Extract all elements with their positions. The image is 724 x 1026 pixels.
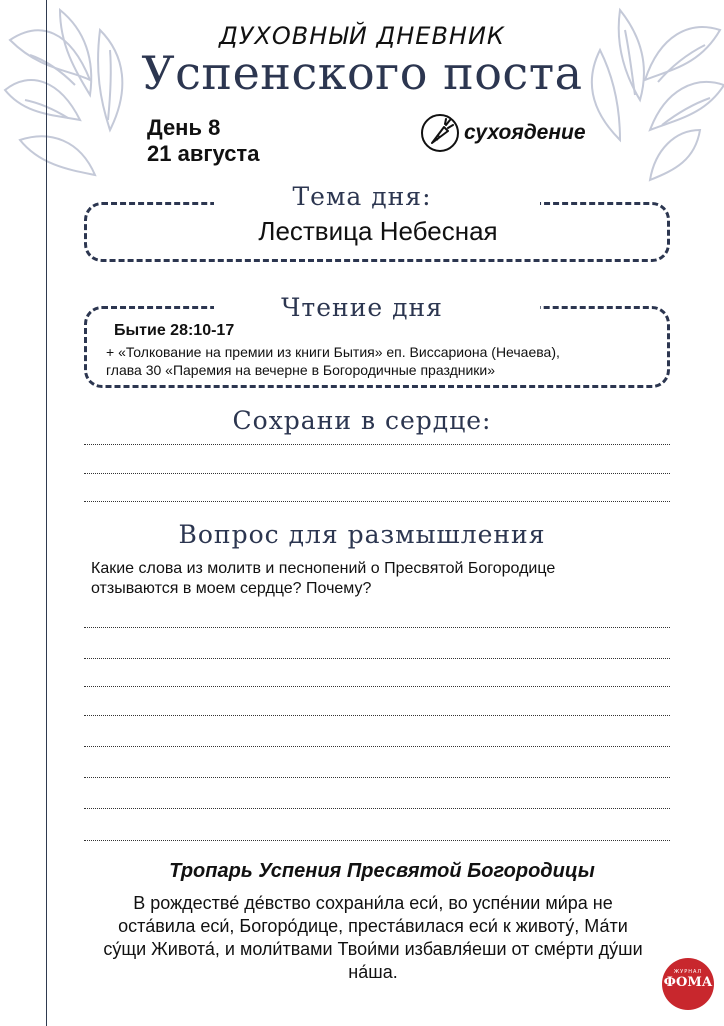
writing-line: [84, 444, 670, 445]
day-label: День 8: [147, 115, 221, 140]
day-info: [147, 115, 259, 167]
troparion-line-2: оста́вила еси́, Богоро́дице, преста́вилася еси́ к животу́, Ма́ти: [118, 916, 628, 936]
reading-text: [106, 343, 666, 379]
carrot-icon: [420, 113, 460, 153]
troparion-line-1: В рождестве́ де́вство сохрани́ла еси́, во успе́нии ми́ра не: [133, 893, 613, 913]
reading-line-1: + «Толкование на премии из книги Бытия» еп. Виссариона (Нечаева),: [106, 344, 560, 360]
journal-kicker: ДУХОВНЫЙ ДНЕВНИК: [219, 22, 505, 50]
writing-line: [84, 777, 670, 778]
writing-line: [84, 501, 670, 502]
theme-text: Лествица Небесная: [258, 216, 498, 246]
writing-line: [84, 840, 670, 841]
troparion-text: [78, 892, 668, 984]
reflection-question: [91, 559, 691, 599]
diet-label: сухоядение: [464, 121, 586, 144]
reading-reference: Бытие 28:10-17: [114, 322, 235, 339]
troparion-line-4: на́ша.: [348, 962, 398, 982]
reflection-heading: Вопрос для размышления: [178, 520, 546, 549]
reading-line-2: глава 30 «Паремия на вечерне в Богородичные праздники»: [106, 362, 496, 378]
writing-line: [84, 627, 670, 628]
writing-line: [84, 686, 670, 687]
question-line-2: отзываются в моем сердце? Почему?: [91, 580, 372, 597]
logo-big-text: ФОМА: [663, 975, 713, 990]
writing-line: [84, 746, 670, 747]
writing-line: [84, 808, 670, 809]
troparion-line-3: су́щи Живота́, и моли́твами Твои́ми избавля́еши от сме́рти ду́ши: [103, 939, 643, 959]
troparion-title: Тропарь Успения Пресвятой Богородицы: [169, 860, 595, 882]
theme-heading: Тема дня:: [292, 182, 432, 211]
day-date: 21 августа: [147, 141, 260, 166]
page-title: Успенского поста: [141, 46, 583, 100]
writing-line: [84, 715, 670, 716]
writing-line: [84, 658, 670, 659]
reading-heading: Чтение дня: [281, 293, 443, 322]
logo-small-text: ЖУРНАЛ: [673, 969, 703, 975]
foma-logo: [662, 958, 714, 1010]
question-line-1: Какие слова из молитв и песнопений о Пресвятой Богородице: [91, 560, 556, 577]
writing-line: [84, 473, 670, 474]
keep-heading: Сохрани в сердце:: [232, 406, 492, 435]
